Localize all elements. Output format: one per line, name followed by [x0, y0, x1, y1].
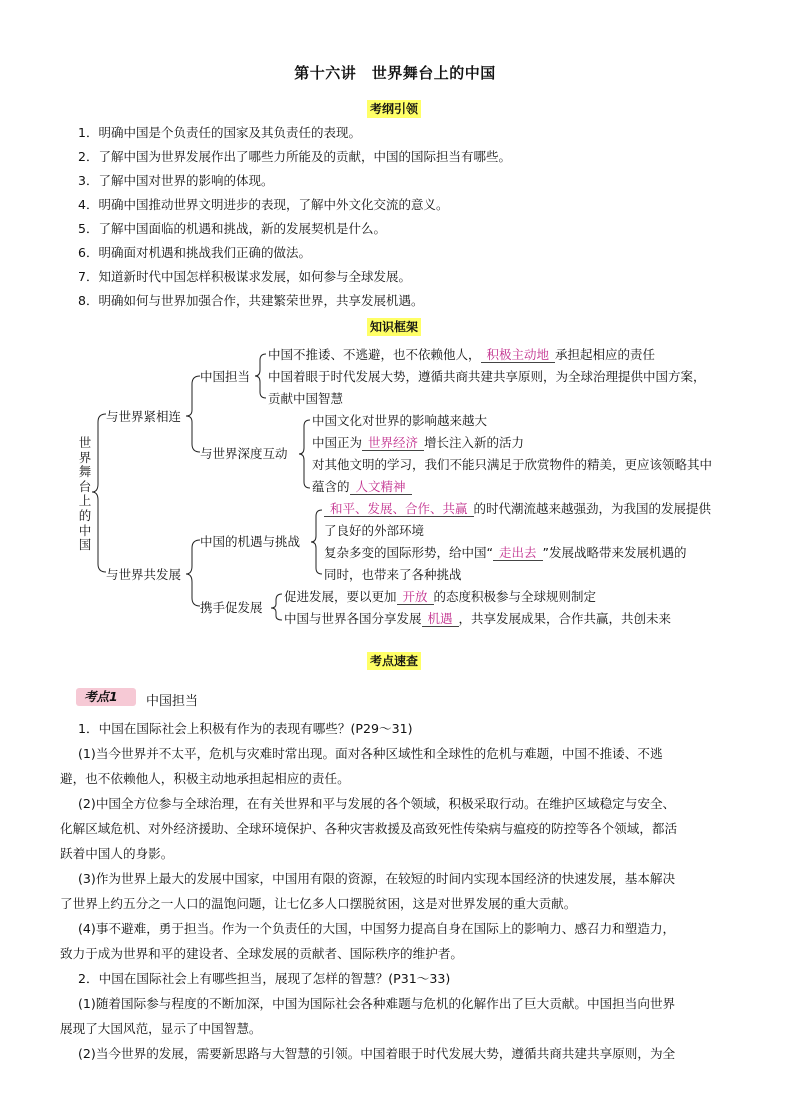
- framework-sub-cooperation: 携手促发展: [200, 600, 263, 615]
- framework-line: 中国不推诿、不逃避，也不依赖他人， 积极主动地 承担起相应的责任: [268, 347, 656, 362]
- framework-line: 蕴含的 人文精神: [312, 478, 412, 495]
- kaodian-badge: 考点1: [76, 688, 136, 706]
- framework-line: 对其他文明的学习，我们不能只满足于欣赏物件的精美，更应该领略其中: [312, 457, 713, 472]
- outline-item: 2．了解中国为世界发展作出了哪些力所能及的贡献，中国的国际担当有哪些。: [78, 149, 511, 164]
- question: 2．中国在国际社会上有哪些担当，展现了怎样的智慧？(P31～33): [78, 971, 451, 986]
- answer-line: (3)作为世界上最大的发展中国家，中国用有限的资源，在较短的时间内实现本国经济的快速发展，基本解决: [78, 871, 676, 886]
- framework-sub-opportunity: 中国的机遇与挑战: [200, 534, 301, 549]
- outline-item: 3．了解中国对世界的影响的体现。: [78, 173, 274, 188]
- kaodian-title: 中国担当: [146, 694, 199, 709]
- section-tag-review: 考点速查: [367, 652, 421, 670]
- fill-answer: 和平、发展、合作、共赢: [324, 501, 474, 517]
- framework-branch-development: 与世界共发展: [106, 567, 182, 582]
- framework-line: 中国着眼于时代发展大势，遵循共商共建共享原则，为全球治理提供中国方案，: [268, 369, 706, 384]
- fill-answer: 机遇: [422, 611, 459, 627]
- section-tag-framework: 知识框架: [367, 318, 421, 336]
- question: 1．中国在国际社会上积极有作为的表现有哪些？(P29～31): [78, 721, 413, 736]
- framework-root-label: 世界舞台上的中国: [78, 435, 92, 553]
- outline-item: 8．明确如何与世界加强合作，共建繁荣世界，共享发展机遇。: [78, 293, 424, 308]
- answer-line: (1)随着国际参与程度的不断加深，中国为国际社会各种难题与危机的化解作出了巨大贡献。中国担当向世界: [78, 996, 676, 1011]
- framework-line: 复杂多变的国际形势，给中国“ 走出去 ”发展战略带来发展机遇的: [324, 545, 687, 560]
- outline-item: 7．知道新时代中国怎样积极谋求发展，如何参与全球发展。: [78, 269, 411, 284]
- answer-line: 跃着中国人的身影。: [60, 846, 174, 861]
- framework-branch-connected: 与世界紧相连: [106, 409, 182, 424]
- framework-line: 中国正为 世界经济 增长注入新的活力: [312, 435, 525, 450]
- framework-line: 中国与世界各国分享发展 机遇 ，共享发展成果，合作共赢，共创未来: [284, 611, 672, 626]
- fill-answer: 走出去: [493, 545, 543, 561]
- framework-line: 贡献中国智慧: [268, 391, 344, 406]
- answer-line: (2)中国全方位参与全球治理，在有关世界和平与发展的各个领域，积极采取行动。在维护区域稳定与安全、: [78, 796, 676, 811]
- framework-line: 促进发展，要以更加 开放 的态度积极参与全球规则制定: [284, 589, 597, 604]
- answer-line: (1)当今世界并不太平，危机与灾难时常出现。面对各种区域性和全球性的危机与难题，中国不推诿、不逃: [78, 746, 663, 761]
- outline-item: 1．明确中国是个负责任的国家及其负责任的表现。: [78, 125, 361, 140]
- answer-line: 致力于成为世界和平的建设者、全球发展的贡献者、国际秩序的维护者。: [60, 946, 463, 961]
- answer-line: (4)事不避难，勇于担当。作为一个负责任的大国，中国努力提高自身在国际上的影响力、感召力和塑造力，: [78, 921, 676, 936]
- framework-sub-interaction: 与世界深度互动: [200, 446, 288, 461]
- outline-item: 6．明确面对机遇和挑战我们正确的做法。: [78, 245, 311, 260]
- answer-line: 展现了大国风范，显示了中国智慧。: [60, 1021, 262, 1036]
- framework-line: 中国文化对世界的影响越来越大: [312, 413, 488, 428]
- fill-answer: 世界经济: [362, 435, 424, 451]
- section-tag-outline: 考纲引领: [367, 100, 421, 118]
- framework-line: 了良好的外部环境: [324, 523, 425, 538]
- answer-line: (2)当今世界的发展，需要新思路与大智慧的引领。中国着眼于时代发展大势，遵循共商共建共享原则，为全: [78, 1046, 676, 1061]
- outline-item: 4．明确中国推动世界文明进步的表现，了解中外文化交流的意义。: [78, 197, 449, 212]
- fill-answer: 开放: [397, 589, 434, 605]
- fill-answer: 人文精神: [350, 479, 412, 495]
- framework-sub-responsibility: 中国担当: [200, 369, 251, 384]
- page-title: 第十六讲 世界舞台上的中国: [294, 64, 496, 82]
- fill-answer: 积极主动地: [481, 347, 556, 363]
- framework-line: 和平、发展、合作、共赢 的时代潮流越来越强劲，为我国的发展提供: [324, 500, 711, 517]
- answer-line: 避，也不依赖他人，积极主动地承担起相应的责任。: [60, 771, 350, 786]
- answer-line: 化解区域危机、对外经济援助、全球环境保护、各种灾害救援及高致死性传染病与瘟疫的防控等各个领域，都活: [60, 821, 678, 836]
- framework-line: 同时，也带来了各种挑战: [324, 567, 462, 582]
- answer-line: 了世界上约五分之一人口的温饱问题，让七亿多人口摆脱贫困，这是对世界发展的重大贡献。: [60, 896, 577, 911]
- outline-item: 5．了解中国面临的机遇和挑战，新的发展契机是什么。: [78, 221, 386, 236]
